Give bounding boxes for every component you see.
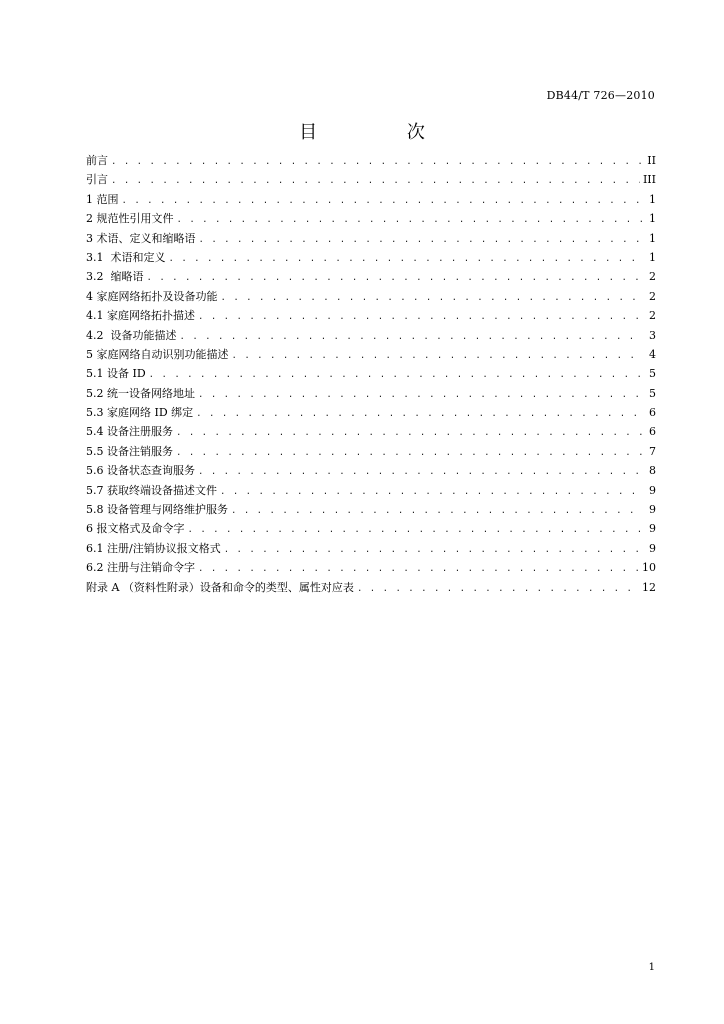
toc-entry-page: 9 — [649, 522, 656, 536]
toc-entry-label: 6.2 注册与注销命令字 — [86, 561, 195, 575]
toc-dot-leader — [169, 250, 644, 269]
toc-dot-leader — [111, 172, 640, 191]
toc-entry[interactable] — [86, 461, 656, 480]
toc-entry-label: 5.3 家庭网络 ID 绑定 — [86, 406, 194, 420]
toc-entry-label: 6.1 注册/注销协议报文格式 — [86, 541, 221, 555]
toc-dot-leader — [231, 502, 643, 521]
toc-entry[interactable] — [86, 422, 656, 441]
toc-entry-page: 7 — [649, 444, 656, 458]
document-code: DB44/T 726—2010 — [546, 89, 655, 102]
toc-entry-label: 4 家庭网络拓扑及设备功能 — [86, 289, 218, 303]
page-number: 1 — [648, 962, 655, 973]
toc-entry-label: 3.1 术语和定义 — [86, 250, 166, 264]
toc-entry-label: 4.1 家庭网络拓扑描述 — [86, 309, 195, 323]
toc-entry-label: 6 报文格式及命令字 — [86, 522, 185, 536]
toc-entry-page: 9 — [649, 541, 656, 555]
toc-entry[interactable] — [86, 209, 656, 228]
toc-entry[interactable] — [86, 306, 656, 325]
toc-entry-page: 2 — [649, 270, 656, 284]
toc-entry-page: 5 — [649, 386, 656, 400]
toc-entry-label: 5.8 设备管理与网络维护服务 — [86, 503, 228, 517]
toc-entry[interactable] — [86, 151, 656, 170]
toc-entry[interactable] — [86, 578, 656, 597]
toc-entry[interactable] — [86, 170, 656, 189]
toc-entry-page: 2 — [649, 309, 656, 323]
toc-entry-page: 5 — [649, 367, 656, 381]
toc-entry-page: 3 — [649, 328, 656, 342]
toc-entry-page: 1 — [649, 231, 656, 245]
table-of-contents — [86, 151, 656, 597]
toc-entry-label: 3.2 缩略语 — [86, 270, 144, 284]
toc-entry-page: 1 — [649, 212, 656, 226]
toc-entry-page: 1 — [649, 192, 656, 206]
toc-entry[interactable] — [86, 267, 656, 286]
toc-entry-page: 9 — [649, 503, 656, 517]
toc-entry[interactable] — [86, 326, 656, 345]
toc-dot-leader — [176, 444, 643, 463]
toc-entry-page: 2 — [649, 289, 656, 303]
page-title: 目 次 — [299, 122, 467, 143]
toc-entry-label: 2 规范性引用文件 — [86, 212, 174, 226]
toc-dot-leader — [176, 424, 643, 443]
toc-entry-page: III — [642, 173, 656, 187]
toc-dot-leader — [147, 269, 644, 288]
toc-entry-label: 前言 — [86, 154, 108, 167]
toc-entry[interactable] — [86, 190, 656, 209]
toc-dot-leader — [198, 463, 643, 482]
toc-entry-page: 4 — [649, 347, 656, 361]
toc-entry[interactable] — [86, 558, 656, 577]
toc-entry-page: II — [647, 154, 656, 167]
toc-entry[interactable] — [86, 519, 656, 538]
toc-entry[interactable] — [86, 364, 656, 383]
toc-entry[interactable] — [86, 481, 656, 500]
toc-entry-label: 1 范围 — [86, 192, 119, 206]
toc-dot-leader — [199, 231, 644, 250]
toc-entry-label: 5.1 设备 ID — [86, 367, 146, 381]
toc-entry-label: 5.5 设备注销服务 — [86, 444, 173, 458]
toc-dot-leader — [357, 580, 639, 599]
toc-entry-label: 引言 — [86, 173, 108, 187]
toc-entry-page: 1 — [649, 250, 656, 264]
toc-entry[interactable] — [86, 345, 656, 364]
toc-entry-page: 10 — [642, 561, 656, 575]
toc-entry-page: 6 — [649, 425, 656, 439]
toc-dot-leader — [198, 308, 643, 327]
toc-entry[interactable] — [86, 229, 656, 248]
toc-entry-label: 5.4 设备注册服务 — [86, 425, 173, 439]
toc-dot-leader — [220, 483, 643, 502]
toc-dot-leader — [196, 405, 643, 424]
toc-entry-label: 5.7 获取终端设备描述文件 — [86, 483, 217, 497]
toc-entry-label: 5.2 统一设备网络地址 — [86, 386, 195, 400]
toc-dot-leader — [221, 289, 644, 308]
toc-entry[interactable] — [86, 500, 656, 519]
toc-entry[interactable] — [86, 539, 656, 558]
toc-entry-label: 3 术语、定义和缩略语 — [86, 231, 196, 245]
toc-entry[interactable] — [86, 287, 656, 306]
toc-entry-page: 6 — [649, 406, 656, 420]
toc-entry-page: 8 — [649, 464, 656, 478]
toc-entry-label: 4.2 设备功能描述 — [86, 328, 177, 342]
toc-entry[interactable] — [86, 248, 656, 267]
toc-dot-leader — [177, 211, 644, 230]
toc-dot-leader — [111, 153, 643, 172]
toc-entry-label: 5 家庭网络自动识别功能描述 — [86, 347, 229, 361]
toc-dot-leader — [180, 328, 644, 347]
toc-entry[interactable] — [86, 403, 656, 422]
toc-entry-label: 附录 A （资料性附录）设备和命令的类型、属性对应表 — [86, 580, 354, 594]
toc-dot-leader — [188, 521, 644, 540]
toc-entry[interactable] — [86, 384, 656, 403]
toc-dot-leader — [232, 347, 644, 366]
toc-dot-leader — [122, 192, 644, 211]
toc-dot-leader — [198, 386, 643, 405]
toc-entry[interactable] — [86, 442, 656, 461]
toc-entry-label: 5.6 设备状态查询服务 — [86, 464, 195, 478]
toc-dot-leader — [224, 541, 643, 560]
toc-dot-leader — [149, 366, 643, 385]
toc-entry-page: 9 — [649, 483, 656, 497]
toc-entry-page: 12 — [642, 580, 656, 594]
